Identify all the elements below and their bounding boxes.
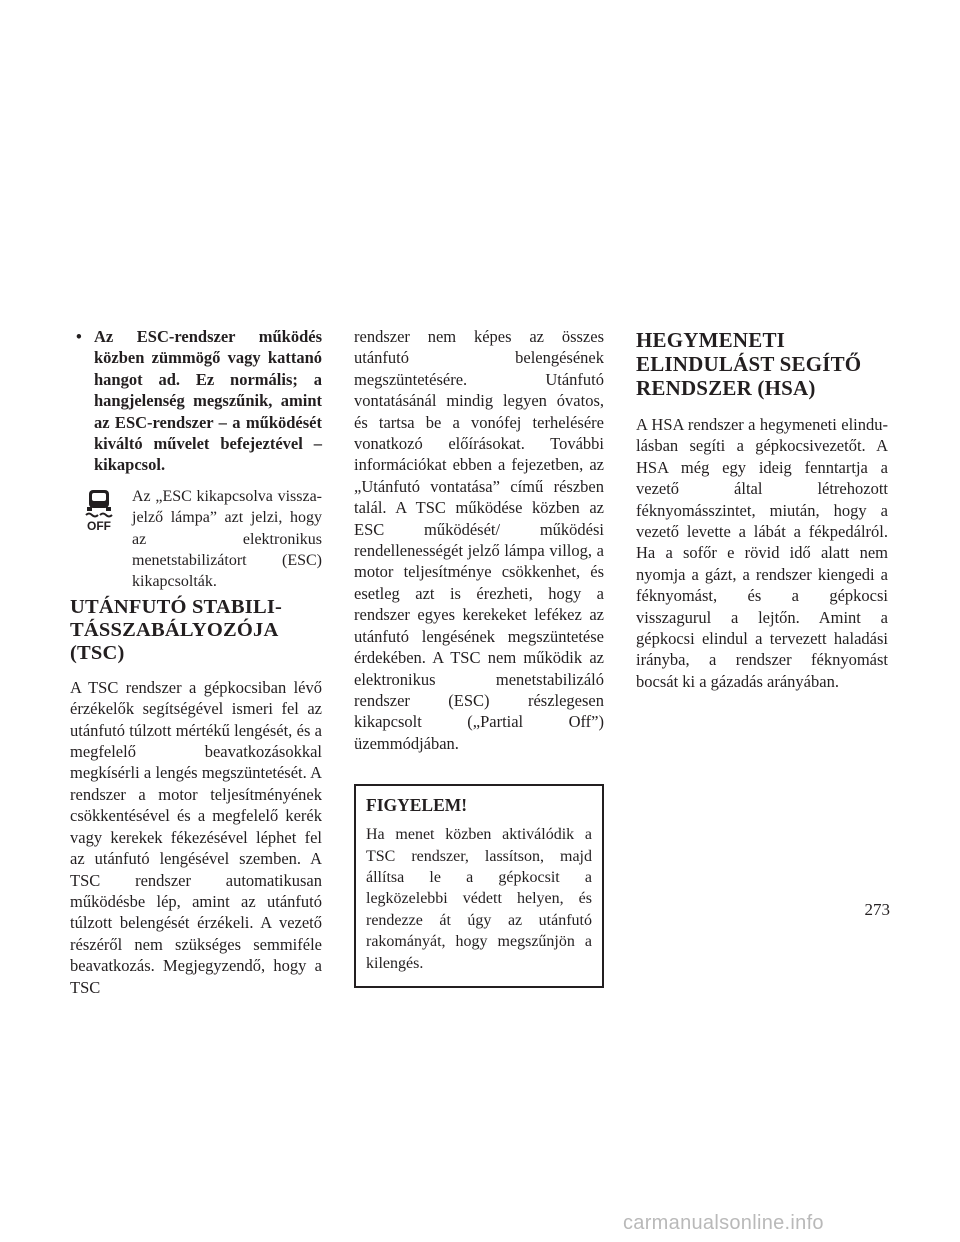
- page-number: 273: [864, 900, 890, 919]
- watermark: carmanualsonline.info: [623, 1212, 824, 1234]
- hsa-body-text: A HSA rendszer a hegymeneti elindulásban segíti a gépkocsivezetőt. A HSA még egy ideig fenntartja a vezető által létrehozott féknyomásszintet, miután, hogy a vezető levette a lábát a fékpedálról. Ha a sofőr e rövid idő alatt nem nyomja a gázt, a rendszer kiengedi a féknyomást, és a gépkocsi visszagurul a lejtőn. Amint a gépkocsi elindul a tervezett haladási irányba, a rendszer féknyomást bocsát ki a gázadás arányában.: [636, 415, 888, 691]
- bullet-marker: •: [76, 327, 82, 346]
- warning-text: Ha menet közben aktiválódik a TSC rendszer, lassítson, majd állítsa le a gépkocsit a legközelebbi védett helyen, és rendezze át úgy az utánfutó rakományát, hogy megszűnjön a kilengés.: [366, 826, 592, 972]
- esc-off-warning-icon: [82, 488, 116, 532]
- column-1: [70, 326, 322, 998]
- warning-title: FIGYELEM!: [366, 795, 468, 816]
- warning-box: [354, 784, 604, 988]
- esc-icon-label: OFF: [87, 518, 111, 532]
- tsc-continued-text: rendszer nem képes az összes utánfutó belengésének megszüntetésére. Utánfutó vontatásánál mindig legyen óvatos, és tartsa be a vonófej terhelésére vonatkozó előírásokat. További információkat ebben a fejezetben, az „Utánfutó vontatása” című részben talál. A TSC működése közben az ESC működését/ működési rendellenességét jelző lámpa villog, a motor teljesítménye csökkenhet, és esetleg azt is érezheti, hogy a rendszer egyes kerekeket lefékez az utánfutó lengésének megszüntetése érdekében. A TSC nem működik az elektronikus menetstabilizáló rendszer (ESC) részlegesen kikapcsolt („Partial Off”) üzemmódjában.: [354, 327, 604, 753]
- bullet-text: Az ESC-rendszer működés közben zümmögő vagy kattanó hangot ad. Ez normális; a hangjelenség megszűnik, amint az ESC-rendszer – a működését kiváltó művelet befejeztével – kikapcsol.: [94, 327, 322, 475]
- hsa-section-heading: HEGYMENETI ELINDULÁST SEGÍTŐ RENDSZER (HSA): [636, 328, 862, 400]
- column-2: [354, 326, 604, 988]
- esc-off-indicator-block: [70, 486, 322, 591]
- esc-noise-bullet: [70, 326, 322, 476]
- tsc-body-text: A TSC rendszer a gépkocsiban lévő érzékelők segítségével ismeri fel az utánfutó túlzott mértékű lengését, és a megfelelő beavatkozásokkal megkísérli a lengés megszüntetését. A rendszer a motor teljesítményének csökkentésével és a megfelelő kerék vagy kerekek fékezésével léphet fel az utánfutó lengésével szemben. A TSC rendszer automatikusan működésbe lép, amint az utánfutó túlzott belengését érzékeli. A vezető részéről nem szükséges semmiféle beavatkozás. Megjegyzendő, hogy a TSC: [70, 677, 322, 997]
- tsc-section-heading: UTÁNFUTÓ STABILITÁSSZABÁLYOZÓJA (TSC): [70, 595, 282, 664]
- column-3: [636, 326, 888, 692]
- esc-off-indicator-text: Az „ESC kikapcsolva visszajelző lámpa” azt jelzi, hogy az elektronikus menetstabilizátort (ESC) kikapcsolták.: [132, 487, 322, 591]
